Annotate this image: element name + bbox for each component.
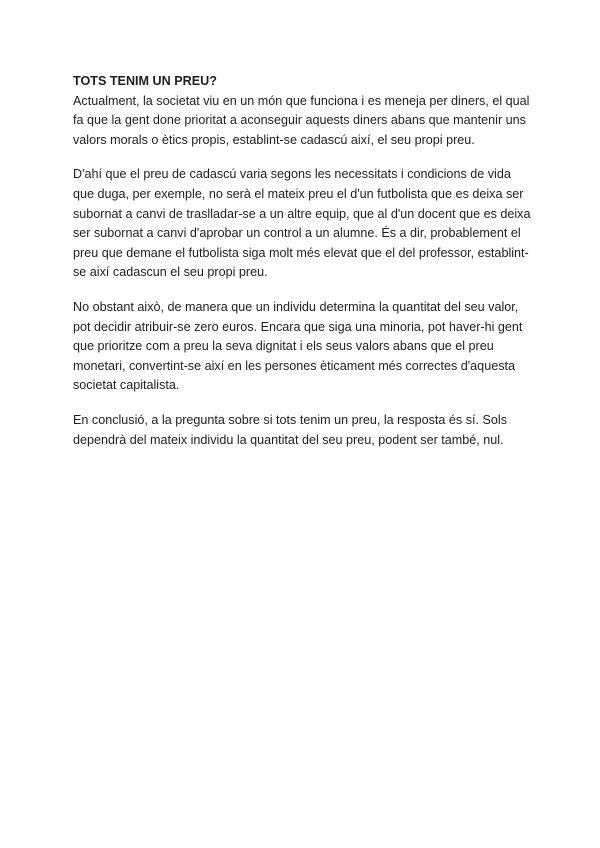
document-title: TOTS TENIM UN PREU?	[73, 74, 217, 88]
paragraph-3: No obstant això, de manera que un individu determina la quantitat del seu valor, pot decidir atribuir-se zero euros. Encara que siga una minoria, pot haver-hi gent que prioritze com a preu la seva dignitat i els seus valors abans que el preu monetari, convertint-se així en les persones èticament més correctes d'aquesta societat capitalista.	[73, 299, 523, 393]
document-body	[73, 72, 533, 465]
paragraph-4: En conclusió, a la pregunta sobre si tots tenim un preu, la resposta és sí. Sols dependrà del mateix individu la quantitat del seu preu, podent ser també, nul.	[73, 412, 508, 447]
paragraph-1: Actualment, la societat viu en un món que funciona i es meneja per diners, el qual fa que la gent done prioritat a aconseguir aquests diners abans que mantenir uns valors morals o ètics propis, establint-se cadascú així, el seu propi preu.	[73, 93, 530, 147]
paragraph-2: D'ahí que el preu de cadascú varia segons les necessitats i condicions de vida que duga, per exemple, no serà el mateix preu el d'un futbolista que es deixa ser subornat a canvi de traslladar-se a un altre equip, que al d'un docent que es deixa ser subornat a canvi d'aprobar un control a un alumne. És a dir, probablement el preu que demane el futbolista siga molt més elevat que el del professor, establint-se així cadascun el seu propi preu.	[73, 167, 531, 280]
